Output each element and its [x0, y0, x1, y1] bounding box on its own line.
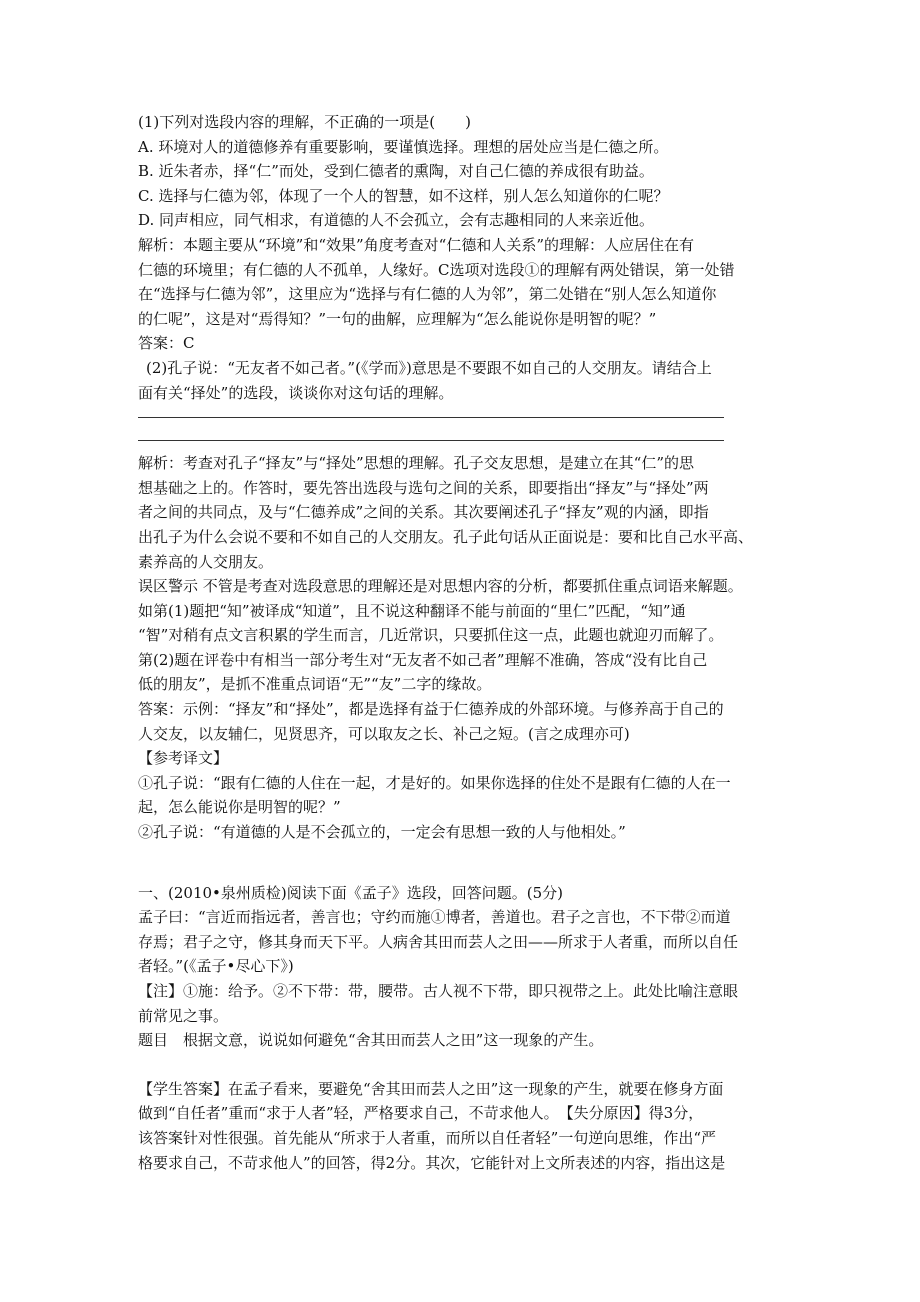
question-prompt: 题目 根据文意，说说如何避免“舍其田而芸人之田”这一现象的产生。 — [138, 1031, 604, 1050]
document-page — [138, 110, 786, 1175]
q2-stem-line: 面有关“择处”的选段，谈谈你对这句话的理解。 — [138, 383, 454, 402]
answer-blank-line — [138, 405, 724, 418]
q1-answer: 答案：C — [138, 334, 195, 353]
q2-analysis-line: 解析：考查对孔子“择友”与“择处”思想的理解。孔子交友思想，是建立在其“仁”的思 — [138, 454, 695, 473]
note-line: 前常见之事。 — [138, 1006, 229, 1025]
translation-line: 起，怎么能说你是明智的呢？” — [138, 798, 341, 817]
q1-analysis-line: 仁德的环境里；有仁德的人不孤单，人缘好。C选项对选段①的理解有两处错误，第一处错 — [138, 260, 735, 279]
section-title: 一、(2010•泉州质检)阅读下面《孟子》选段，回答问题。(5分) — [138, 883, 563, 902]
q2-stem-line: (2)孔子说：“无友者不如己者。”(《学而》)意思是不要跟不如自己的人交朋友。请结合上 — [146, 358, 712, 377]
student-answer-line: 该答案针对性很强。首先能从“所求于人者重，而所以自任者轻”一句逆向思维，作出“严 — [138, 1128, 717, 1147]
q1-stem: (1)下列对选段内容的理解，不正确的一项是( ) — [138, 113, 471, 131]
q2-analysis-line: 者之间的共同点，及与“仁德养成”之间的关系。其次要阐述孔子“择友”观的内涵，即指 — [138, 503, 709, 522]
q2-warning-line: 第(2)题在评卷中有相当一部分考生对“无友者不如己者”理解不准确，答成“没有比自己 — [138, 650, 708, 669]
translation-heading: 【参考译文】 — [138, 749, 229, 768]
note-line: 【注】①施：给予。②不下带：带，腰带。古人视不下带，即只视带之上。此处比喻注意眼 — [138, 982, 739, 1000]
q2-warning-line: “智”对稍有点文言积累的学生而言，几近常识，只要抓住这一点，此题也就迎刃而解了。 — [138, 626, 724, 645]
student-answer-line: 【学生答案】在孟子看来，要避免“舍其田而芸人之田”这一现象的产生，就要在修身方面 — [138, 1079, 724, 1098]
paragraph-gap — [138, 1053, 786, 1077]
q2-warning-line: 低的朋友”，是抓不准重点词语“无”“友”二字的缘故。 — [138, 675, 492, 694]
q1-analysis-line: 解析：本题主要从“环境”和“效果”角度考查对“仁德和人关系”的理解：人应居住在有 — [138, 235, 695, 254]
answer-blank-line — [138, 428, 724, 441]
q1-analysis-line: 在“选择与仁德为邻”，这里应为“选择与有仁德的人为邻”，第二处错在“别人怎么知道你 — [138, 285, 717, 304]
section-gap — [138, 845, 786, 881]
q2-analysis-line: 素养高的人交朋友。 — [138, 552, 274, 571]
student-answer-line: 格要求自己，不苛求他人”的回答，得2分。其次，它能针对上文所表述的内容，指出这是 — [138, 1153, 726, 1172]
translation-line: ②孔子说：“有道德的人是不会孤立的，一定会有思想一致的人与他相处。” — [138, 823, 626, 842]
q2-answer-line: 答案：示例：“择友”和“择处”，都是选择有益于仁德养成的外部环境。与修养高于自己的 — [138, 700, 724, 719]
q2-analysis-line: 想基础之上的。作答时，要先答出选段与选句之间的关系，即要指出“择友”与“择处”两 — [138, 478, 709, 497]
q2-warning-line: 如第(1)题把“知”被译成“知道”，且不说这种翻译不能与前面的“里仁”匹配，“知”通 — [138, 601, 686, 620]
q1-option-c: C. 选择与仁德为邻，体现了一个人的智慧，如不这样，别人怎么知道你的仁呢？ — [138, 186, 669, 205]
translation-line: ①孔子说：“跟有仁德的人住在一起，才是好的。如果你选择的住处不是跟有仁德的人在一 — [138, 773, 731, 792]
q2-analysis-line: 出孔子为什么会说不要和不如自己的人交朋友。孔子此句话从正面说是：要和比自己水平高、 — [138, 527, 754, 546]
passage-line: 者轻。”(《孟子•尽心下》) — [138, 957, 294, 976]
passage-line: 存焉；君子之守，修其身而天下平。人病舍其田而芸人之田——所求于人者重，而所以自任 — [138, 932, 739, 951]
student-answer-line: 做到“自任者”重而“求于人者”轻，严格要求自己，不苛求他人。 【失分原因】得3分， — [138, 1104, 704, 1123]
passage-line: 孟子曰：“言近而指远者，善言也；守约而施①博者，善道也。君子之言也，不下带②而道 — [138, 908, 731, 927]
q1-option-d: D. 同声相应，同气相求，有道德的人不会孤立，会有志趣相同的人来亲近他。 — [138, 211, 655, 230]
q2-warning-line: 误区警示 不管是考查对选段意思的理解还是对思想内容的分析，都要抓住重点词语来解题。 — [138, 577, 743, 596]
q1-option-b: B. 近朱者赤，择“仁”而处，受到仁德者的熏陶，对自己仁德的养成很有助益。 — [138, 162, 654, 181]
q1-option-a: A. 环境对人的道德修养有重要影响，要谨慎选择。理想的居处应当是仁德之所。 — [138, 137, 669, 156]
q2-answer-line: 人交友，以友辅仁，见贤思齐，可以取友之长、补己之短。(言之成理亦可) — [138, 724, 630, 743]
q1-analysis-line: 的仁呢”，这是对“焉得知？”一句的曲解，应理解为“怎么能说你是明智的呢？” — [138, 309, 657, 328]
